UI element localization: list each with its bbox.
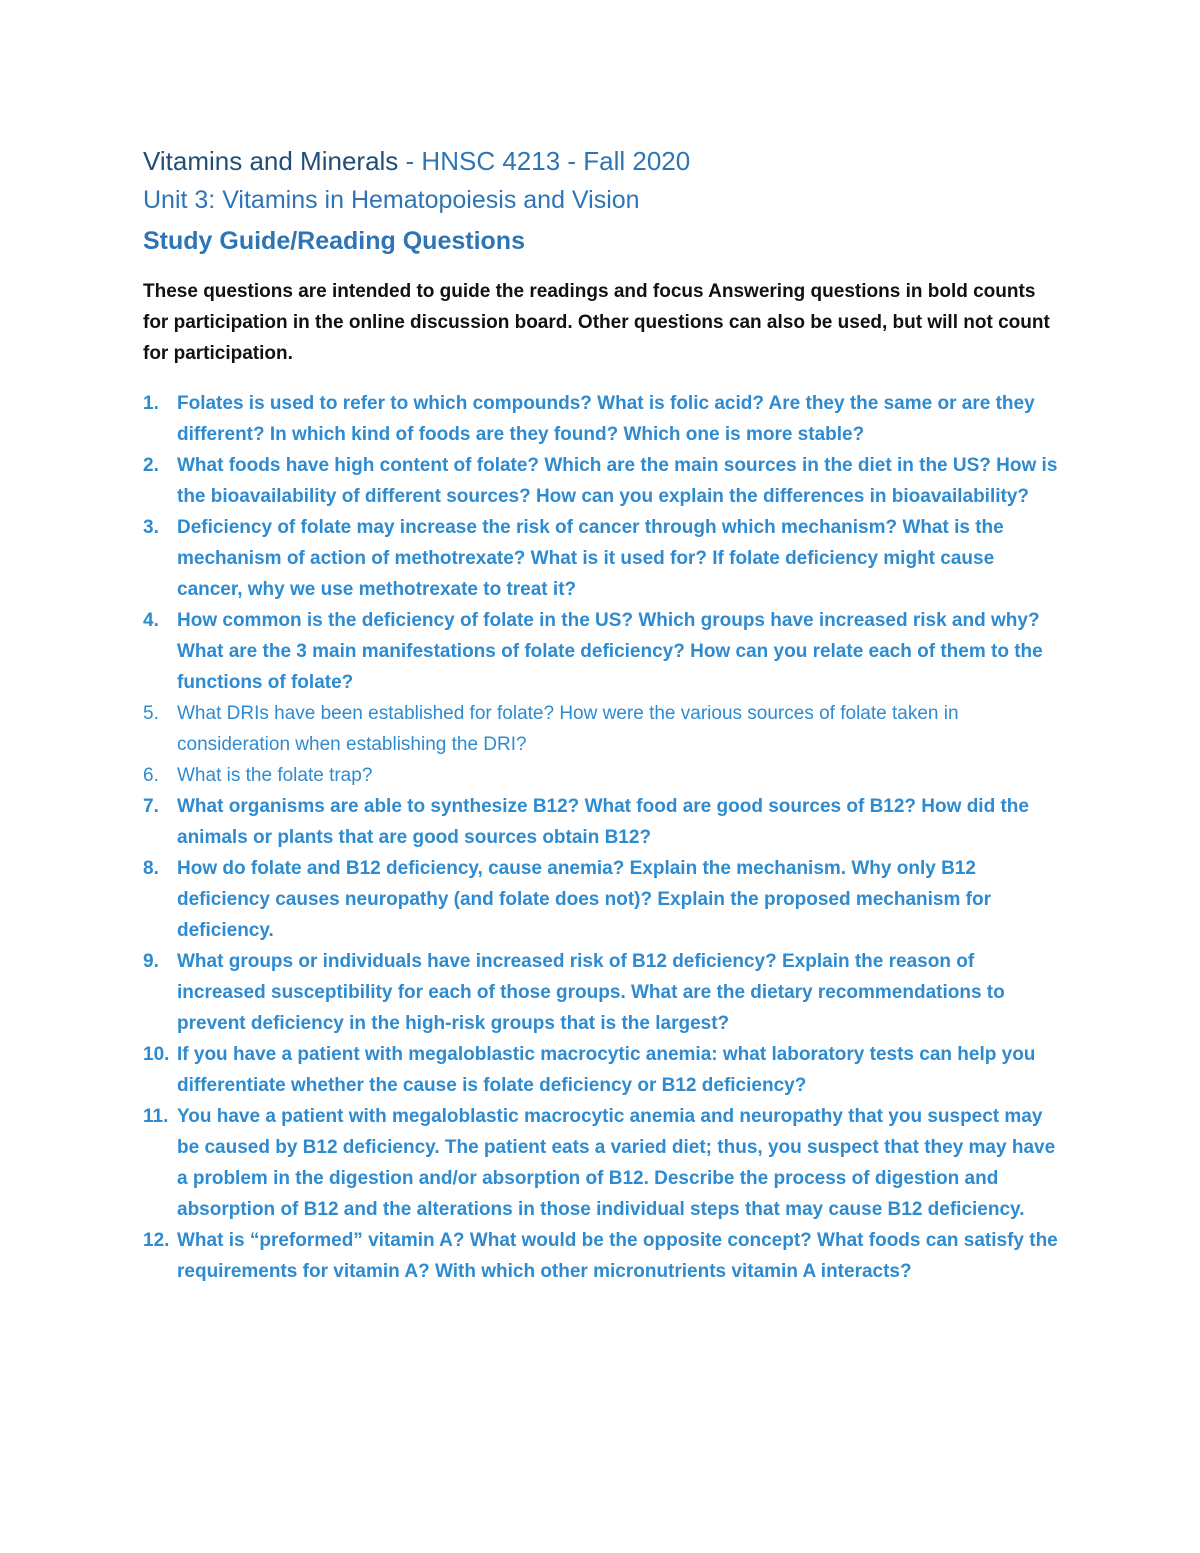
question-number: 1. [143, 393, 159, 414]
question-item [143, 1039, 1063, 1101]
title-course-term: - HNSC 4213 - Fall 2020 [398, 146, 691, 176]
question-number: 10. [143, 1044, 170, 1065]
question-text: How do folate and B12 deficiency, cause anemia? Explain the mechanism. Why only B12 deficiency causes neuropathy (and folate does not)? Explain the proposed mechanism for deficiency. [177, 858, 991, 941]
unit-heading: Unit 3: Vitamins in Hematopoiesis and Vision [143, 186, 640, 214]
question-text: What is the folate trap? [177, 765, 373, 786]
question-list [143, 388, 1063, 1287]
question-item [143, 698, 1063, 760]
question-text: Folates is used to refer to which compounds? What is folic acid? Are they the same or are they different? In which kind of foods are they found? Which one is more stable? [177, 393, 1035, 445]
question-text: If you have a patient with megaloblastic macrocytic anemia: what laboratory tests can help you differentiate whether the cause is folate deficiency or B12 deficiency? [177, 1044, 1036, 1096]
question-number: 4. [143, 610, 159, 631]
question-item [143, 853, 1063, 946]
question-text: What DRIs have been established for folate? How were the various sources of folate taken in consideration when establishing the DRI? [177, 703, 959, 755]
question-text: You have a patient with megaloblastic macrocytic anemia and neuropathy that you suspect may be caused by B12 deficiency. The patient eats a varied diet; thus, you suspect that they may have a problem in the digestion and/or absorption of B12. Describe the process of digestion and absorption of B12 and the alterations in those individual steps that may cause B12 deficiency. [177, 1106, 1056, 1220]
question-item [143, 1101, 1063, 1225]
study-guide-heading: Study Guide/Reading Questions [143, 227, 525, 255]
question-item [143, 760, 1063, 791]
document-content [143, 142, 1063, 1287]
question-item [143, 512, 1063, 605]
question-number: 8. [143, 858, 159, 879]
question-item [143, 791, 1063, 853]
question-number: 12. [143, 1230, 170, 1251]
question-item [143, 1225, 1063, 1287]
question-text: What groups or individuals have increased risk of B12 deficiency? Explain the reason of increased susceptibility for each of those groups. What are the dietary recommendations to prevent deficiency in the high-risk groups that is the largest? [177, 951, 1005, 1034]
question-number: 11. [143, 1106, 169, 1127]
intro-paragraph: These questions are intended to guide the readings and focus Answering questions in bold counts for participation in the online discussion board. Other questions can also be used, but will not count for participation. [143, 281, 1050, 364]
question-text: Deficiency of folate may increase the risk of cancer through which mechanism? What is the mechanism of action of methotrexate? What is it used for? If folate deficiency might cause cancer, why we use methotrexate to treat it? [177, 517, 1004, 600]
question-text: How common is the deficiency of folate in the US? Which groups have increased risk and why? What are the 3 main manifestations of folate deficiency? How can you relate each of them to the functions of folate? [177, 610, 1043, 693]
question-item [143, 388, 1063, 450]
question-number: 9. [143, 951, 159, 972]
document-title [143, 142, 1063, 180]
title-main: Vitamins and Minerals [143, 146, 399, 176]
question-number: 2. [143, 455, 159, 476]
question-number: 3. [143, 517, 159, 538]
question-item [143, 450, 1063, 512]
question-item [143, 946, 1063, 1039]
question-number: 5. [143, 703, 159, 724]
question-text: What organisms are able to synthesize B12? What food are good sources of B12? How did the animals or plants that are good sources obtain B12? [177, 796, 1029, 848]
question-number: 7. [143, 796, 159, 817]
question-text: What foods have high content of folate? Which are the main sources in the diet in the US? How is the bioavailability of different sources? How can you explain the differences in bioavailability? [177, 455, 1058, 507]
question-number: 6. [143, 765, 159, 786]
question-item [143, 605, 1063, 698]
question-text: What is “preformed” vitamin A? What would be the opposite concept? What foods can satisfy the requirements for vitamin A? With which other micronutrients vitamin A interacts? [177, 1230, 1058, 1282]
